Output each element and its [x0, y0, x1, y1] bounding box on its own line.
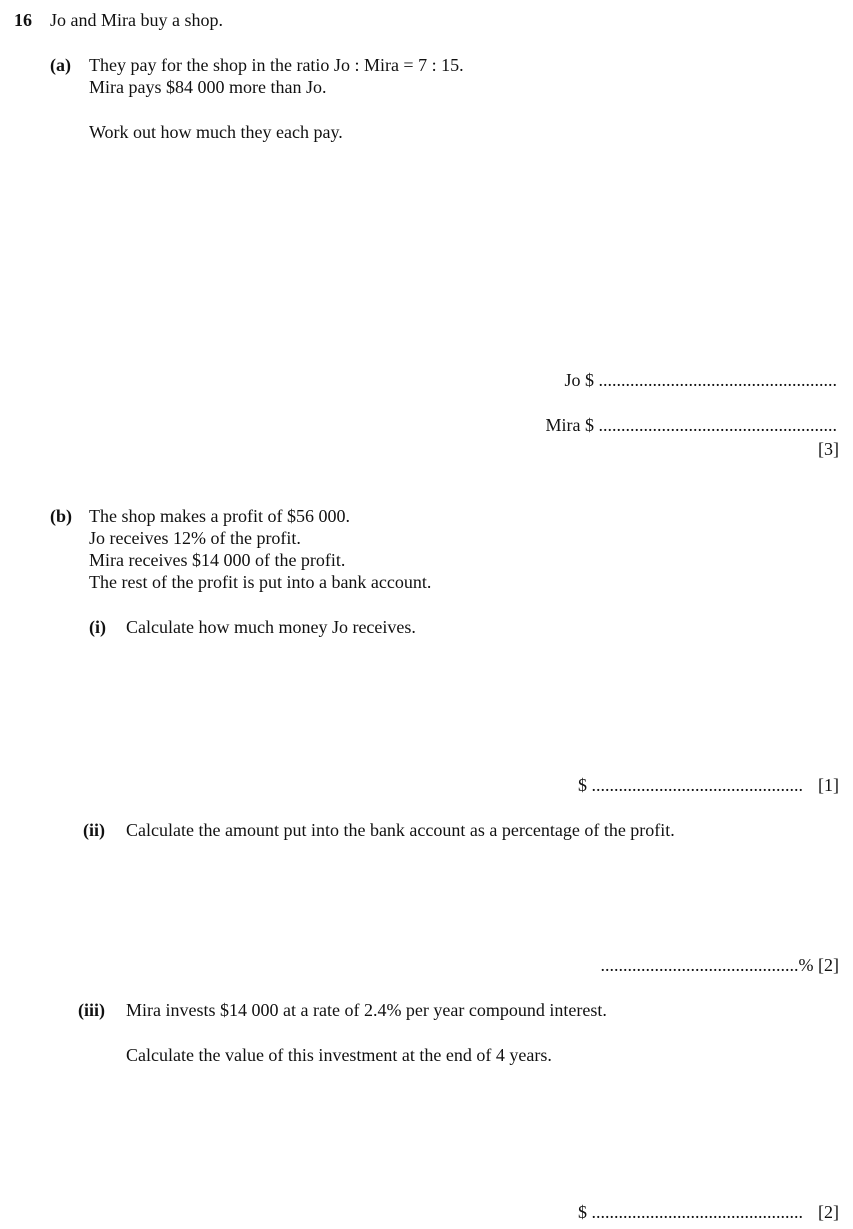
answer-b-iii-row[interactable]: [578, 1201, 839, 1223]
part-b-line3: Mira receives $14 000 of the profit.: [89, 550, 346, 570]
question-number: 16: [14, 10, 32, 30]
part-b-line2: Jo receives 12% of the profit.: [89, 528, 301, 548]
part-b-iii-label: (iii): [78, 1000, 105, 1020]
part-b-iii-marks: [2]: [818, 1202, 839, 1222]
part-b-label: (b): [50, 506, 72, 526]
answer-b-i-row[interactable]: [578, 774, 839, 796]
part-b-iii-text1: Mira invests $14 000 at a rate of 2.4% per year compound interest.: [126, 1000, 607, 1020]
answer-b-ii-suffix: %: [798, 955, 814, 975]
part-b-line1: The shop makes a profit of $56 000.: [89, 506, 350, 526]
answer-b-iii-dots[interactable]: ...............................................: [591, 1202, 803, 1222]
part-a-label: (a): [50, 55, 71, 75]
answer-mira-label: Mira $: [545, 415, 594, 435]
answer-jo-row[interactable]: [564, 369, 837, 391]
part-b-iii-text2: Calculate the value of this investment at the end of 4 years.: [126, 1045, 552, 1065]
answer-jo-dots[interactable]: .....................................................: [598, 370, 837, 390]
part-b-i-text: Calculate how much money Jo receives.: [126, 617, 416, 637]
answer-mira-row[interactable]: [546, 414, 838, 436]
part-b-i-marks: [1]: [818, 775, 839, 795]
part-b-ii-text: Calculate the amount put into the bank account as a percentage of the profit.: [126, 820, 675, 840]
answer-b-ii-row[interactable]: [601, 954, 840, 976]
part-b-ii-marks: [2]: [818, 955, 839, 975]
answer-b-i-dots[interactable]: ...............................................: [591, 775, 803, 795]
question-stem: Jo and Mira buy a shop.: [50, 10, 223, 30]
answer-b-ii-dots[interactable]: ............................................: [600, 955, 799, 975]
answer-mira-dots[interactable]: .....................................................: [598, 415, 837, 435]
answer-b-iii-prefix: $: [578, 1202, 587, 1222]
part-a-line1: They pay for the shop in the ratio Jo : Mira = 7 : 15.: [89, 55, 464, 75]
part-b-line4: The rest of the profit is put into a bank account.: [89, 572, 432, 592]
part-a-instruction: Work out how much they each pay.: [89, 122, 343, 142]
answer-b-i-prefix: $: [578, 775, 587, 795]
part-a-line2: Mira pays $84 000 more than Jo.: [89, 77, 327, 97]
answer-jo-label: Jo $: [564, 370, 594, 390]
part-b-ii-label: (ii): [83, 820, 105, 840]
part-a-marks: [3]: [818, 439, 839, 459]
part-b-i-label: (i): [89, 617, 106, 637]
